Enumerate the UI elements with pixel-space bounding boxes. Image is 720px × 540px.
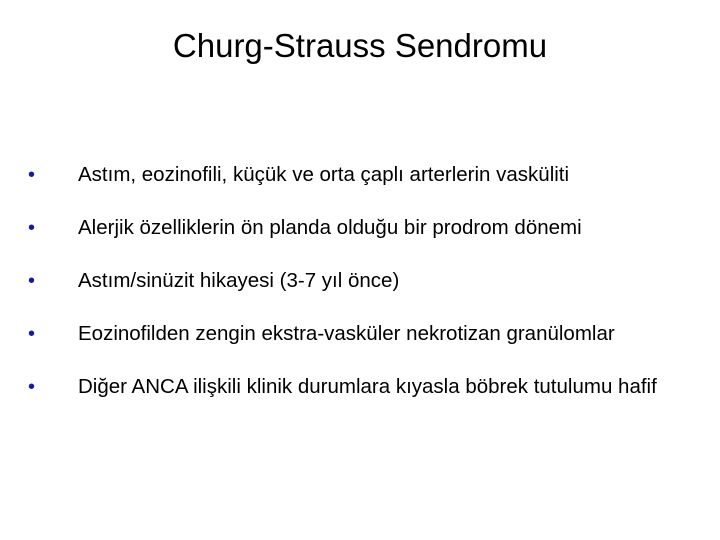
slide-title: Churg-Strauss Sendromu <box>172 27 548 64</box>
bullet-item <box>28 215 688 253</box>
bullet-list <box>28 162 688 427</box>
bullet-point-icon: • <box>28 164 36 186</box>
bullet-item <box>28 321 688 359</box>
bullet-text: Astım/sinüzit hikayesi (3-7 yıl önce) <box>78 269 400 292</box>
bullet-point-icon: • <box>28 217 36 239</box>
bullet-text: Eozinofilden zengin ekstra-vasküler nekrotizan granülomlar <box>78 322 615 345</box>
bullet-text: Diğer ANCA ilişkili klinik durumlara kıyasla böbrek tutulumu hafif <box>78 375 657 398</box>
bullet-point-icon: • <box>28 270 36 292</box>
bullet-item <box>28 374 688 412</box>
bullet-text: Astım, eozinofili, küçük ve orta çaplı arterlerin vasküliti <box>78 163 570 186</box>
bullet-point-icon: • <box>28 323 36 345</box>
bullet-text: Alerjik özelliklerin ön planda olduğu bir prodrom dönemi <box>78 216 582 239</box>
bullet-item <box>28 268 688 306</box>
bullet-point-icon: • <box>28 376 36 398</box>
bullet-item <box>28 162 688 200</box>
